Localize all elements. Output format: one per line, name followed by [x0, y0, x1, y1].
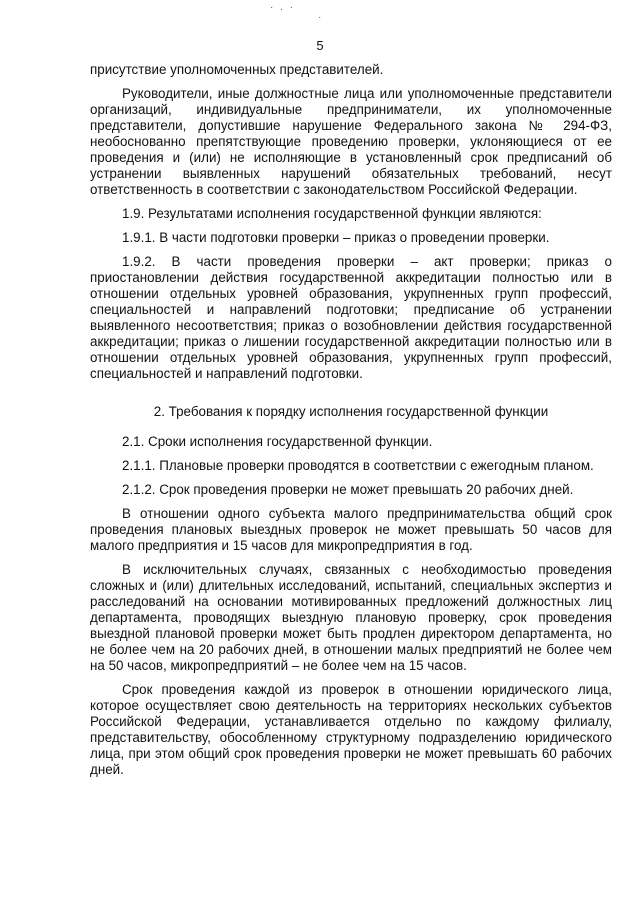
paragraph-continuation: присутствие уполномоченных представителей. — [90, 62, 384, 77]
scan-artifact-2: · — [318, 12, 322, 23]
paragraph-2-1-2: 2.1.2. Срок проведения проверки не может превышать 20 рабочих дней. — [122, 482, 574, 497]
paragraph-1-9-2: 1.9.2. В части проведения проверки – акт проверки; приказ о приостановлении действия государственной аккредитации полностью или в отношении отдельных уровней образования, укрупненных групп профессий, специальностей и направлений подготовки; предписание об устранении выявленного несоответствия; приказ о возобновлении действия государственной аккредитации; приказ о лишении государственной аккредитации полностью или в отношении отдельных уровней образования, укрупненных групп профессий, специальностей и направлений подготовки. — [90, 254, 612, 381]
paragraph-1-9-1: 1.9.1. В части подготовки проверки – приказ о проведении проверки. — [122, 230, 550, 245]
paragraph-responsibility: Руководители, иные должностные лица или уполномоченные представители организаций, индивидуальные предприниматели, их уполномоченные представители, допустившие нарушение Федерального закона № 294-ФЗ, необоснованно препятствующие проведению проверки, уклоняющиеся от ее проведения и (или) не исполняющие в установленный срок предписаний об устранении выявленных нарушений обязательных требований, несут ответственность в соответствии с законодательством Российской Федерации. — [90, 86, 612, 197]
document-body — [90, 62, 612, 778]
paragraph-2-1-1: 2.1.1. Плановые проверки проводятся в соответствии с ежегодным планом. — [122, 458, 594, 473]
paragraph-1-9: 1.9. Результатами исполнения государственной функции являются: — [122, 206, 542, 221]
paragraph-small-business: В отношении одного субъекта малого предпринимательства общий срок проведения плановых выездных проверок не может превышать 50 часов для малого предприятия и 15 часов для микропредприятия в год. — [90, 506, 612, 553]
paragraph-2-1: 2.1. Сроки исполнения государственной функции. — [122, 434, 433, 449]
paragraph-branches: Срок проведения каждой из проверок в отношении юридического лица, которое осуществляет свою деятельность на территориях нескольких субъектов Российской Федерации, устанавливается отдельно по каждому филиалу, представительству, обособленному структурному подразделению юридического лица, при этом общий срок проведения проверки не может превышать 60 рабочих дней. — [90, 682, 612, 777]
scan-artifact: · . · — [270, 2, 295, 13]
section-heading-2: 2. Требования к порядку исполнения государственной функции — [153, 404, 549, 419]
page-number: 5 — [316, 38, 324, 53]
paragraph-exceptional-cases: В исключительных случаях, связанных с необходимостью проведения сложных и (или) длительных исследований, испытаний, специальных экспертиз и расследований на основании мотивированных предложений должностных лиц департамента, проводящих выездную плановую проверку, срок проведения выездной плановой проверки может быть продлен директором департамента, но не более чем на 20 рабочих дней, в отношении малых предприятий не более чем на 50 часов, микропредприятий – не более чем на 15 часов. — [90, 562, 612, 673]
